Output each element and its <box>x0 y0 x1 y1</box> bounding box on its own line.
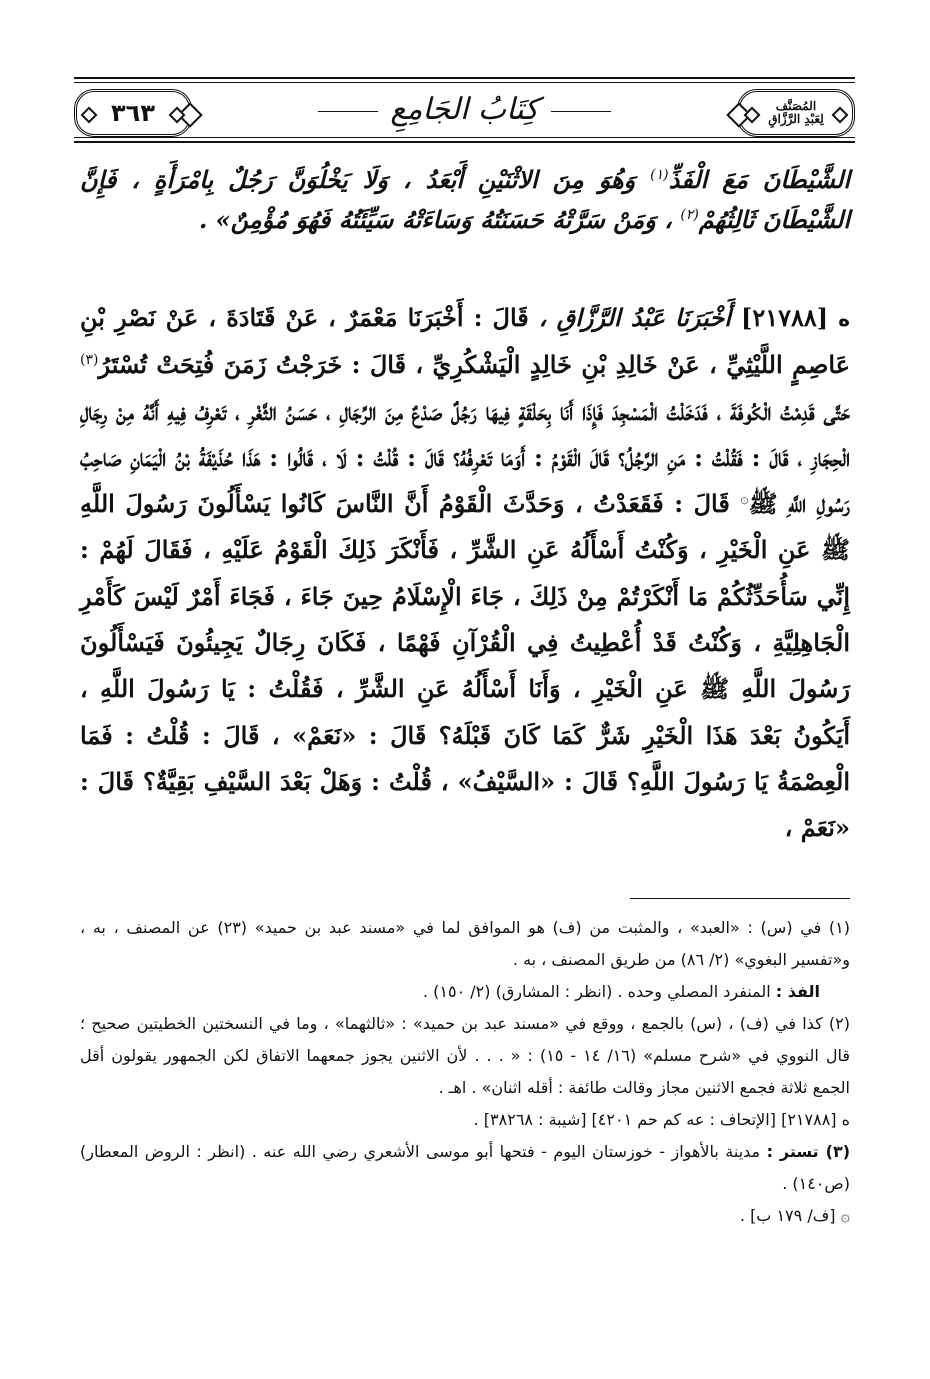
hadith-marker-icon: ه <box>838 307 850 331</box>
publisher-logo <box>768 100 824 126</box>
footnote-ref-1[interactable]: (١) <box>650 167 669 183</box>
continuation-text: وَهُوَ مِنَ الاثْنَيْنِ أَبْعَدُ ، وَلَا يَخْلُوَنَّ رَجُلٌ بِامْرَأَةٍ ، فَإِنَّ الشَّيْطَانَ ثَالِثُهُمْ <box>80 165 850 234</box>
header-bottom-rule-thin <box>74 137 855 138</box>
footnote-3 <box>80 1136 850 1200</box>
hadith-number: [٢١٧٨٨] <box>740 303 829 332</box>
running-title-text: كِتَابُ الجَامِعِ <box>390 92 539 127</box>
knot-ornament-icon <box>832 107 849 124</box>
footnote-1-gloss <box>80 976 850 1008</box>
footnote-2: (٢) كذا في (ف) ، (س) بالجمع ، ووقع في «مسند عبد بن حميد» : «ثالثهما» ، وما في النسختين الخطيتين صحيح ؛ قال النووي في «شرح مسلم» (١٦/ ١٤ - ١٥) : « . . . لأن الاثنين يجوز جمعهما الاتفاق لكن الجمهور يقولون أقل الجمع ثلاثة فجمع الاثنين مجاز وقالت طائفة : أقله اثنان» . اهـ . <box>80 1014 850 1097</box>
flourish-line <box>318 111 378 112</box>
header-bottom-rule <box>74 141 855 143</box>
hadith-paragraph <box>80 295 850 852</box>
page-header <box>74 77 855 143</box>
footnote-3-definition: مدينة بالأهواز - خوزستان اليوم - فتحها أبو موسى الأشعري رضي الله عنه . (انظر : الروض المعطار) (ص١٤٠) . <box>80 1142 850 1193</box>
footnotes <box>80 912 850 1232</box>
page-number-frame <box>74 89 192 137</box>
footnote-ref-3[interactable]: (٣) <box>80 352 99 369</box>
gloss-term: الفذ : <box>775 982 820 1001</box>
publisher-logo-frame <box>737 89 855 137</box>
hadith-text: قَالَ : فَقَعَدْتُ ، وَحَدَّثَ الْقَوْمُ أَنَّ النَّاسَ كَانُوا يَسْأَلُونَ رَسُولَ اللَّهِ ﷺ عَنِ الْخَيْرِ ، وَكُنْتُ أَسْأَلُهُ عَنِ الشَّرِّ ، فَأَنْكَرَ ذَلِكَ الْقَوْمُ عَلَيْهِ ، فَقَالَ لَهُمْ : إِنِّي سَأُحَدِّثُكُمْ مَا أَنْكَرْتُمْ مِنْ ذَلِكَ ، جَاءَ الْإِسْلَامُ حِينَ جَاءَ ، فَجَاءَ أَمْرٌ لَيْسَ كَأَمْرِ الْجَاهِلِيَّةِ ، وَكُنْتُ قَدْ أُعْطِيتُ فِي الْقُرْآنِ فَهْمًا ، فَكَانَ رِجَالٌ يَجِيئُونَ فَيَسْأَلُونَ رَسُولَ اللَّهِ ﷺ عَنِ الْخَيْرِ ، وَأَنَا أَسْأَلُهُ عَنِ الشَّرِّ ، فَقُلْتُ : يَا رَسُولَ اللَّهِ ، أَيَكُونُ بَعْدَ هَذَا الْخَيْرِ شَرٌّ كَمَا كَانَ قَبْلَهُ؟ قَالَ : «نَعَمْ» ، قَالَ : قُلْتُ : فَمَا الْعِصْمَةُ يَا رَسُولَ اللَّهِ؟ قَالَ : «السَّيْفُ» ، قُلْتُ : وَهَلْ بَعْدَ السَّيْفِ بَقِيَّةٌ؟ قَالَ : «نَعَمْ ، <box>80 489 851 843</box>
hadith-text: قَالَ : أَخْبَرَنَا مَعْمَرٌ ، عَنْ قَتَادَةَ ، عَنْ نَصْرِ بْنِ عَاصِمٍ اللَّيْثِيِّ ، عَنْ خَالِدِ بْنِ خَالِدٍ الْيَشْكُرِيِّ ، قَالَ : خَرَجْتُ زَمَنَ فُتِحَتْ تُسْتَرُ <box>80 303 850 380</box>
footnote-ref-2[interactable]: (٢) <box>680 207 699 223</box>
footnote-1: (١) في (س) : «العبد» ، والمثبت من (ف) هو الموافق لما في «مسند عبد بن حميد» (٢٣) عن المصنف ، به ، و«تفسير البغوي» (٢/ ٨٦) من طريق المصنف ، به . <box>80 918 851 969</box>
page-number: ٣٦٣ <box>111 99 155 127</box>
continuation-text: الشَّيْطَانَ مَعَ الْفَذِّ <box>668 165 850 194</box>
publisher-logo-line1: المُصَنَّف <box>775 99 817 113</box>
flourish-line <box>551 111 611 112</box>
footnote-separator <box>630 898 850 899</box>
hadith-reference-line: ه [٢١٧٨٨] [الإتحاف : عه كم حم ٤٢٠١] [شيبة : ٣٨٢٦٨] . <box>473 1110 850 1129</box>
footnote-3-term: (٣) تستر : <box>766 1142 851 1161</box>
header-top-rule-thin <box>74 82 855 83</box>
folio-mark-icon: ۞ <box>740 491 749 508</box>
gloss-definition: المنفرد المصلي وحده . (انظر : المشارق) (٢/ ١٥٠) . <box>422 982 776 1001</box>
continuation-paragraph <box>80 160 850 240</box>
folio-reference: ۞ [ف/ ١٧٩ ب] . <box>739 1206 850 1225</box>
hadith-text: حَتَّى قَدِمْتُ الْكُوفَةَ ، فَدَخَلْتُ الْمَسْجِدَ فَإِذَا أَنَا بِحَلْقَةٍ فِيهَا رَجُلٌ صَدْعٌ مِنَ الرِّجَالِ ، حَسَنُ الثَّغْرِ ، تَعْرِفُ فِيهِ أَنَّهُ مِنْ رِجَالِ الْحِجَازِ ، قَالَ : فَقُلْتُ : مَنِ الرَّجُلُ؟ قَالَ الْقَوْمُ : أَوَمَا تَعْرِفُهُ؟ قَالَ : قُلْتُ : لَا ، قَالُوا : هَذَا حُذَيْفَةُ بْنُ الْيَمَانِ صَاحِبُ رَسُولِ اللَّهِ ﷺ <box>80 396 850 519</box>
header-top-rule <box>74 77 855 79</box>
knot-ornament-icon <box>81 107 98 124</box>
running-title <box>214 91 715 129</box>
hadith-narrator-head: أَخْبَرَنَا عَبْدُ الرَّزَّاقِ ، <box>538 303 741 332</box>
continuation-text: ، وَمَنْ سَرَّتْهُ حَسَنَتُهُ وَسَاءَتْهُ سَيِّئَتُهُ فَهُوَ مُؤْمِنٌ» . <box>198 205 681 234</box>
publisher-logo-line2: لِعَبْدِ الرَّزَّاقِ <box>768 112 824 126</box>
